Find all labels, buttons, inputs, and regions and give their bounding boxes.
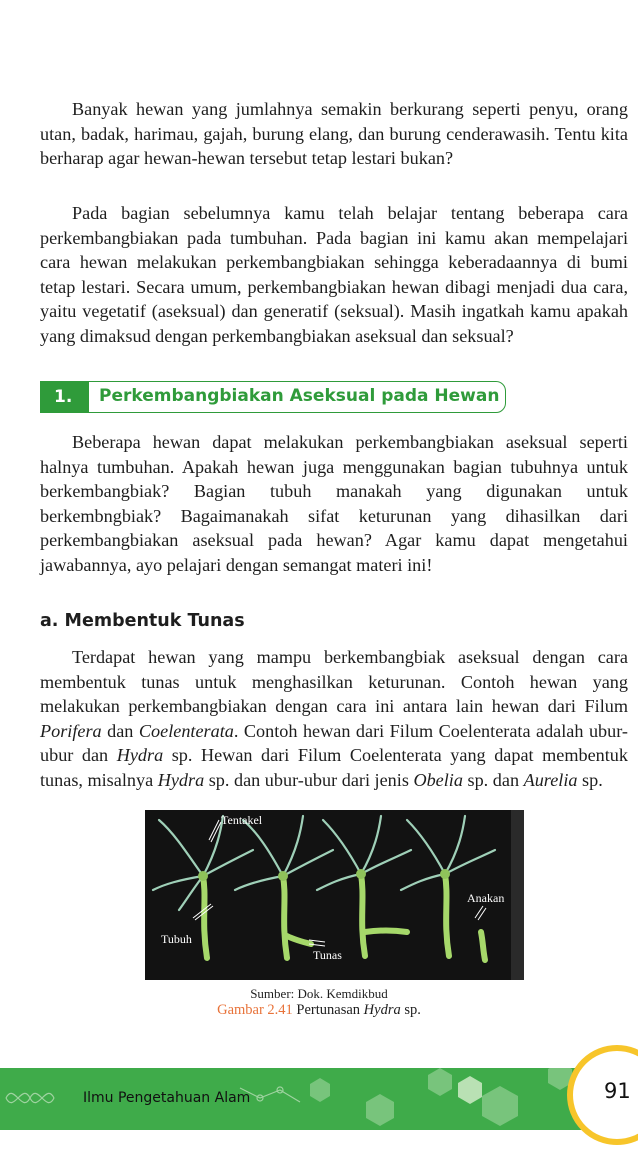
section-heading <box>40 381 506 413</box>
paragraph-reproduction-overview: Pada bagian sebelumnya kamu telah belajar tentang beberapa cara perkembangbiakan pada tumbuhan. Pada bagian ini kamu akan mempelajari cara hewan melakukan perkembangbiakan sehingga keberadaannya di bumi tetap lestari. Secara umum, perkembangbiakan hewan dibagi menjadi dua cara, yaitu vegetatif (aseksual) dan generatif (seksual). Masih ingatkah kamu apakah yang dimaksud dengan perkembangbiakan aseksual dan seksual? <box>40 203 628 346</box>
budding-text-4: sp. Hewan dari Filum Coelenterata yang dapat membentuk tunas, misalnya <box>40 745 628 790</box>
label-tentakel: Tentakel <box>221 813 263 827</box>
paragraph-asexual-intro: Beberapa hewan dapat melakukan perkembangbiakan aseksual seperti halnya tumbuhan. Apakah hewan juga menggunakan bagian tubuhnya untuk berkembangbiak? Bagian tubuh manakah yang digunakan untuk berkembngbiak? Bagaimanakah sifat keturunan yang dihasilkan dari perkembangbiakan aseksual pada hewan? Agar kamu dapat mengetahui jawabannya, ayo pelajari dengan semangat materi ini! <box>40 432 628 575</box>
caption-suffix: sp. <box>400 1002 421 1018</box>
label-tunas: Tunas <box>313 948 342 962</box>
term-aurelia: Aurelia <box>523 769 578 790</box>
section-number: 1. <box>40 381 110 413</box>
section-title: Perkembangbiakan Aseksual pada Hewan <box>88 381 506 413</box>
subsection-title: a. Membentuk Tunas <box>40 611 245 631</box>
term-hydra-2: Hydra <box>157 769 205 790</box>
caption-italic-term: Hydra <box>363 1002 401 1018</box>
hydra-budding-figure <box>145 810 524 980</box>
budding-text-2: dan <box>101 720 139 741</box>
budding-text-7: sp. <box>577 769 603 790</box>
budding-text-6: sp. dan <box>462 769 524 790</box>
footer-book-title: Ilmu Pengetahuan Alam <box>83 1090 251 1106</box>
term-coelenterata: Coelenterata <box>138 720 234 741</box>
term-obelia: Obelia <box>413 769 463 790</box>
paragraph-intro: Banyak hewan yang jumlahnya semakin berkurang seperti penyu, orang utan, badak, harimau, gajah, burung elang, dan burung cenderawasih. Tentu kita berharap agar hewan-hewan tersebut tetap lestari bukan? <box>40 99 628 169</box>
budding-text-1: Terdapat hewan yang mampu berkembangbiak aseksual dengan cara membentuk tunas untuk menghasilkan keturunan. Contoh hewan yang melakukan perkembangbiakan dengan cara ini antara lain hewan dari Filum <box>40 647 628 717</box>
figure-caption <box>0 1002 638 1019</box>
label-tubuh: Tubuh <box>161 932 192 946</box>
term-porifera: Porifera <box>40 720 102 741</box>
budding-text-3: . Contoh hewan dari Filum Coelenterata adalah ubur-ubur dan <box>40 720 628 766</box>
label-anakan: Anakan <box>467 891 505 905</box>
caption-text: Pertunasan <box>292 1002 364 1018</box>
budding-text-5: sp. dan ubur-ubur dari jenis <box>204 769 414 790</box>
page-number: 91 <box>604 1079 631 1103</box>
hydra-illustration <box>145 810 524 980</box>
figure-number: Gambar 2.41 <box>217 1002 293 1018</box>
term-hydra: Hydra <box>116 745 164 766</box>
paragraph-budding <box>40 645 628 793</box>
figure-source: Sumber: Dok. Kemdikbud <box>250 986 388 1001</box>
